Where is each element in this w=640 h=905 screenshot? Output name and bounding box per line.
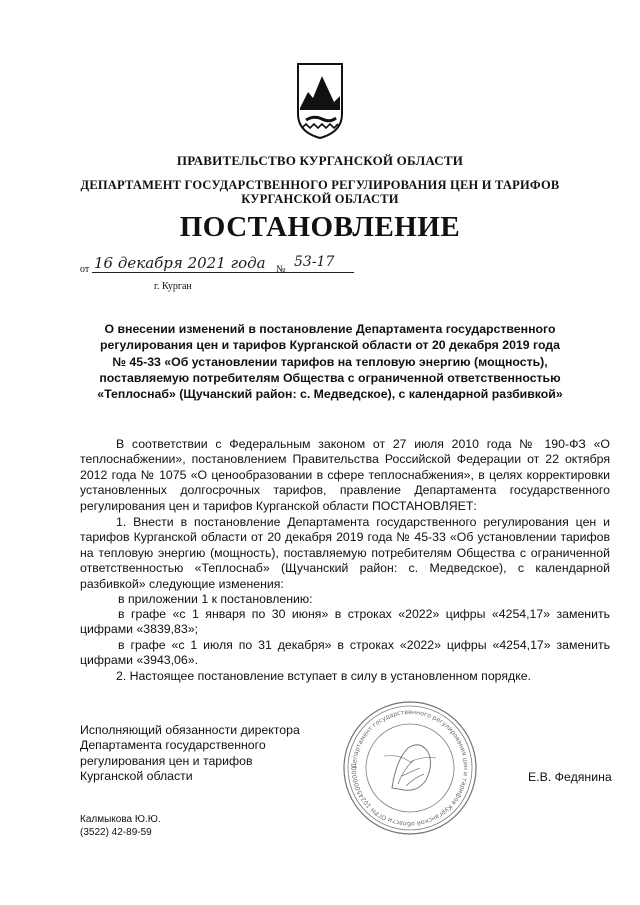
position-line: регулирования цен и тарифов — [80, 753, 253, 768]
position-line: Курганской области — [80, 768, 193, 783]
signatory-name: Е.В. Федянина — [528, 770, 612, 784]
handwritten-number: 53-17 — [294, 254, 335, 270]
kurgan-coat-of-arms-icon — [296, 62, 344, 140]
city-label: г. Курган — [154, 281, 192, 292]
executor-phone: (3522) 42-89-59 — [80, 827, 152, 838]
executor-name: Калмыкова Ю.Ю. — [80, 814, 161, 825]
number-prefix: № — [276, 264, 286, 275]
official-seal-icon — [340, 698, 480, 838]
change-item-1: в графе «с 1 января по 30 июня» в строках «2022» цифры «4254,17» заменить цифрами «3839,83»; — [80, 607, 610, 637]
document-type-title: ПОСТАНОВЛЕНИЕ — [179, 211, 461, 243]
subject-line: № 45-33 «Об установлении тарифов на тепловую энергию (мощность), — [112, 354, 548, 369]
clause-2-paragraph: 2. Настоящее постановление вступает в силу в установленном порядке. — [116, 669, 531, 683]
appendix-reference: в приложении 1 к постановлению: — [118, 592, 313, 606]
position-line: Департамента государственного — [80, 738, 266, 753]
subject-line: О внесении изменений в постановление Департамента государственного — [104, 322, 556, 336]
document-subject — [70, 321, 590, 402]
preamble-paragraph: В соответствии с Федеральным законом от 27 июля 2010 года № 190-ФЗ «О теплоснабжении», постановлением Правительства Российской Федерации от 22 октября 2012 года № 1075 «О ценообразовании в сфере теплоснабжения», в целях корректировки установленных долгосрочных тарифов, правление Департамента государственного регулирования цен и тарифов Курганской области ПОСТАНОВЛЯЕТ: — [80, 437, 610, 513]
executor-contact — [80, 813, 161, 839]
clause-1-paragraph: 1. Внести в постановление Департамента государственного регулирования цен и тарифов Курганской области от 20 декабря 2019 года № 45-33 «Об установлении тарифов на тепловую энергию (мощность), поставляемую потребителям Общества с ограниченной ответственностью «Теплоснаб» (Щучанский район: с. Медведское), с календарной разбивкой» следующие изменения: — [80, 515, 610, 591]
government-name: ПРАВИТЕЛЬСТВО КУРГАНСКОЙ ОБЛАСТИ — [176, 153, 464, 168]
seal-text: Департамент государственного регулирования цен и тарифов Курганской области ОГРН 10245000000 — [350, 708, 470, 828]
change-item-2: в графе «с 1 июля по 31 декабря» в строках «2022» цифры «4254,17» заменить цифрами «3943,06». — [80, 638, 610, 668]
position-line: Исполняющий обязанности директора — [80, 723, 300, 737]
subject-line: «Теплоснаб» (Щучанский район: с. Медведское), с календарной разбивкой» — [97, 387, 563, 402]
subject-line: регулирования цен и тарифов Курганской области от 20 декабря 2019 года — [100, 338, 560, 353]
svg-text:Департамент государственного р — [340, 698, 469, 828]
date-number-line — [80, 254, 360, 284]
date-underline — [92, 272, 292, 273]
date-prefix: от — [80, 264, 90, 275]
number-underline — [290, 272, 354, 273]
signatory-position — [80, 723, 300, 784]
subject-line: поставляемую потребителям Общества с ограниченной ответственностью — [99, 370, 561, 385]
department-name-line2: КУРГАНСКОЙ ОБЛАСТИ — [241, 192, 399, 206]
department-name-line1: ДЕПАРТАМЕНТ ГОСУДАРСТВЕННОГО РЕГУЛИРОВАНИЯ ЦЕН И ТАРИФОВ — [80, 178, 560, 192]
handwritten-date: 16 декабря 2021 года — [94, 254, 266, 272]
